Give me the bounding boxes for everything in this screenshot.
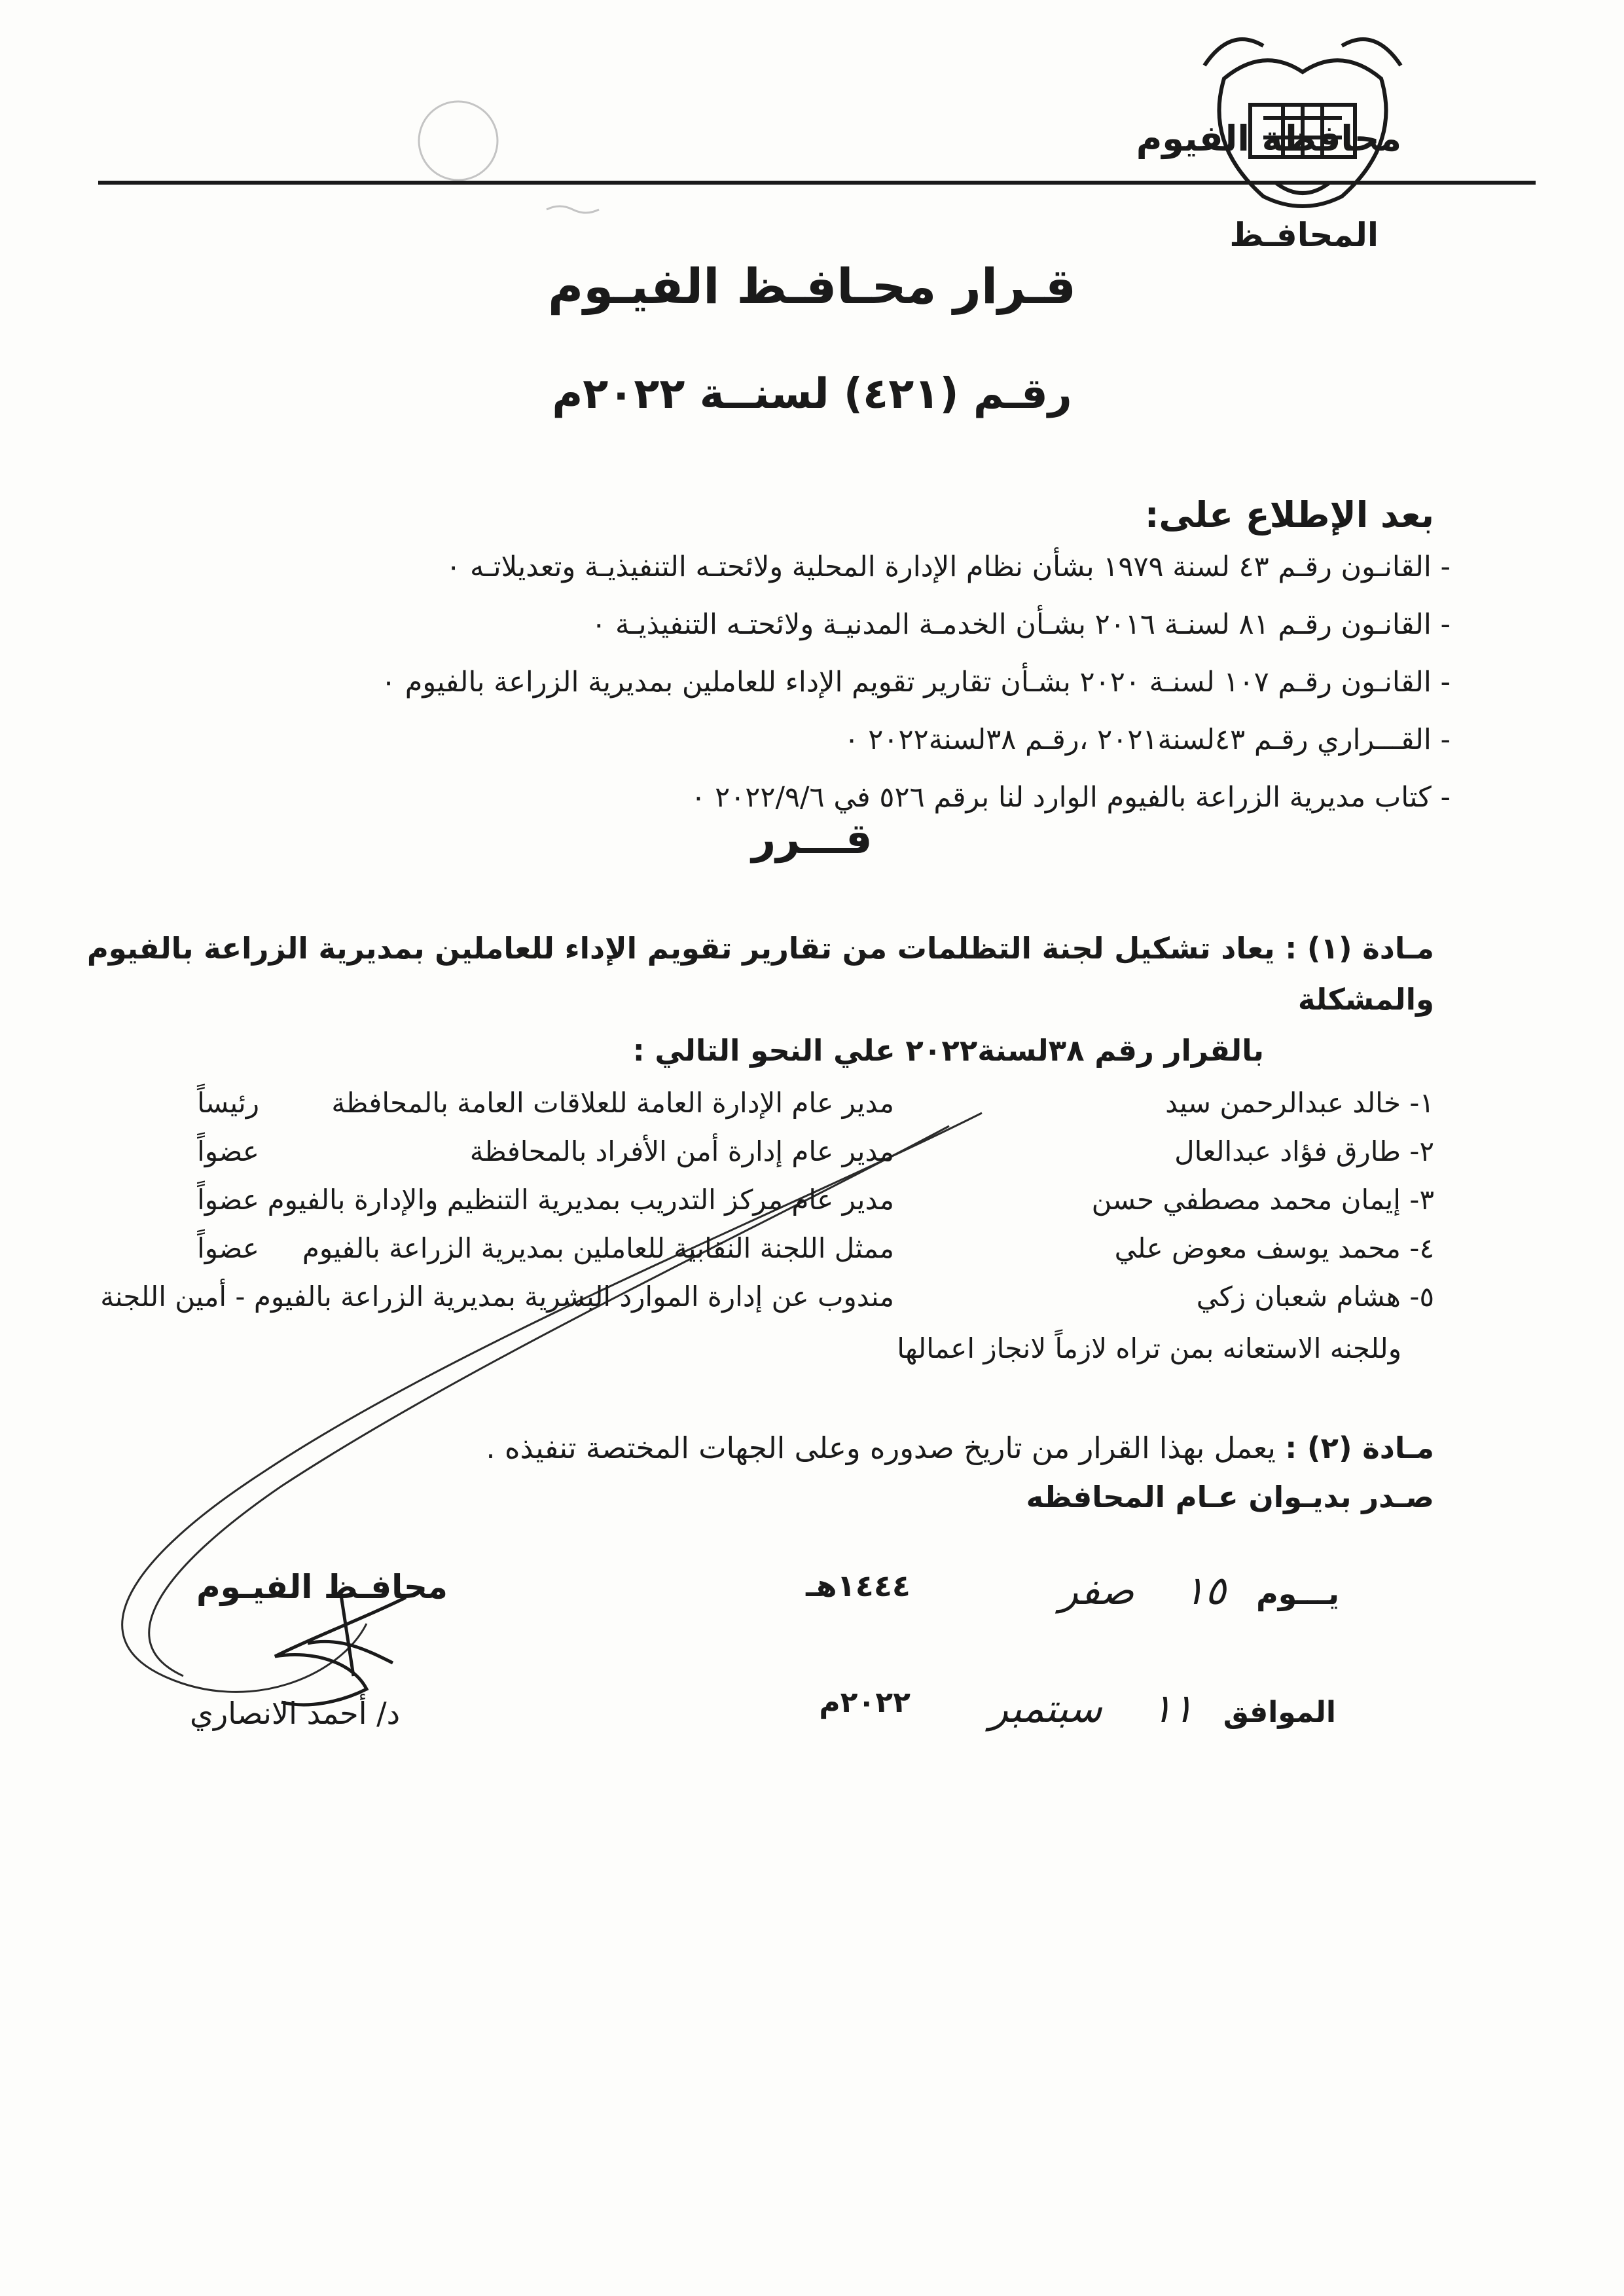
decision-number: رقـم (٤٢١) لسنــة ٢٠٢٢م xyxy=(552,370,1072,418)
issued-statement: صـدر بديـوان عـام المحافظه xyxy=(1026,1480,1434,1514)
preamble-item: - القانـون رقـم ٤٣ لسنة ١٩٧٩ بشأن نظام الإدارة المحلية ولائحتـه التنفيذيـة وتعديلاتـه ٠ xyxy=(446,551,1451,583)
preamble-list xyxy=(109,538,1451,826)
gregorian-date xyxy=(969,1686,1336,1732)
article-1-text: يعاد تشكيل لجنة التظلمات من تقارير تقويم الإداء للعاملين بمديرية الزراعة بالفيوم والمشكلة xyxy=(86,931,1434,1017)
member-position: ممثل اللجنة النقابية للعاملين بمديرية الزراعة بالفيوم xyxy=(302,1232,894,1264)
decision-title: قـرار محـافـظ الفيـوم xyxy=(547,259,1077,315)
gregorian-year: ٢٠٢٢م xyxy=(819,1686,911,1719)
member-role: عضواً xyxy=(197,1135,259,1167)
governorate-title: محافظة الفيوم xyxy=(1136,118,1401,159)
hijri-day: ١٥ xyxy=(1183,1568,1226,1614)
member-role: رئيساً xyxy=(197,1087,259,1119)
member-role: عضواً xyxy=(197,1232,259,1264)
preamble-item: - القانـون رقـم ١٠٧ لسنـة ٢٠٢٠ بشـأن تقارير تقويم الإداء للعاملين بمديرية الزراعة بالفيوم ٠ xyxy=(381,666,1451,699)
member-position: مندوب عن إدارة الموارد البشرية بمديرية الزراعة بالفيوم - أمين اللجنة xyxy=(100,1281,894,1313)
resolution-heading: قـــرر xyxy=(751,815,873,864)
article-2-text: يعمل بهذا القرار من تاريخ صدوره وعلى الجهات المختصة تنفيذه . xyxy=(486,1430,1276,1465)
hijri-day-label: يـــوم xyxy=(1256,1576,1339,1611)
committee-members xyxy=(27,1087,1434,1329)
member-position: مدير عام الإدارة العامة للعلاقات العامة بالمحافظة xyxy=(331,1087,894,1119)
member-row xyxy=(27,1281,1434,1329)
member-row xyxy=(27,1232,1434,1281)
member-role: عضواً xyxy=(197,1184,259,1216)
member-row xyxy=(27,1135,1434,1184)
preamble-item: - القانـون رقـم ٨١ لسنـة ٢٠١٦ بشـأن الخدمـة المدنيـة ولائحتـه التنفيذيـة ٠ xyxy=(591,608,1451,641)
article-1-continuation: بالقرار رقم ٣٨لسنة٢٠٢٢ علي النحو التالي : xyxy=(632,1033,1264,1068)
member-row xyxy=(27,1184,1434,1232)
article-2-label: مـادة (٢) : xyxy=(1285,1430,1434,1465)
governor-office-label: المحافـظ xyxy=(1229,216,1379,254)
committee-note: وللجنه الاستعانه بمن تراه لازماً لانجاز اعمالها xyxy=(897,1332,1401,1364)
preamble-item: - القـــراري رقـم ٤٣لسنة٢٠٢١ ،رقـم ٣٨لسنة٢٠٢٢ ٠ xyxy=(844,723,1451,756)
member-row xyxy=(27,1087,1434,1135)
hijri-month: صفر xyxy=(1059,1568,1134,1614)
member-name: ٢- طارق فؤاد عبدالعال xyxy=(1174,1135,1434,1167)
preamble-item: - كتاب مديرية الزراعة بالفيوم الوارد لنا برقم ٥٢٦ في ٢٠٢٢/٩/٦ ٠ xyxy=(691,781,1451,814)
preamble-heading: بعد الإطلاع على: xyxy=(1144,494,1434,536)
hijri-year: ١٤٤٤هـ xyxy=(806,1568,911,1603)
hijri-date xyxy=(1039,1568,1339,1614)
gregorian-day: ١١ xyxy=(1151,1686,1194,1732)
member-name: ٣- إيمان محمد مصطفي حسن xyxy=(1091,1184,1434,1216)
member-position: مدير عام مركز التدريب بمديرية التنظيم والإدارة بالفيوم xyxy=(267,1184,894,1216)
article-2 xyxy=(486,1430,1434,1465)
article-1-label: مـادة (١) : xyxy=(1285,931,1434,966)
article-1 xyxy=(53,923,1434,1076)
member-position: مدير عام إدارة أمن الأفراد بالمحافظة xyxy=(469,1135,894,1167)
header-divider xyxy=(98,181,1536,185)
gregorian-month: سبتمبر xyxy=(989,1686,1102,1732)
signature-title: محافـظ الفيـوم xyxy=(196,1568,448,1606)
gregorian-label: الموافق xyxy=(1223,1696,1336,1729)
member-name: ٤- محمد يوسف معوض علي xyxy=(1114,1232,1434,1264)
member-name: ٥- هشام شعبان زكي xyxy=(1196,1281,1434,1313)
member-name: ١- خالد عبدالرحمن سيد xyxy=(1165,1087,1434,1119)
signature-name: د/ أحمد الانصاري xyxy=(190,1696,401,1731)
